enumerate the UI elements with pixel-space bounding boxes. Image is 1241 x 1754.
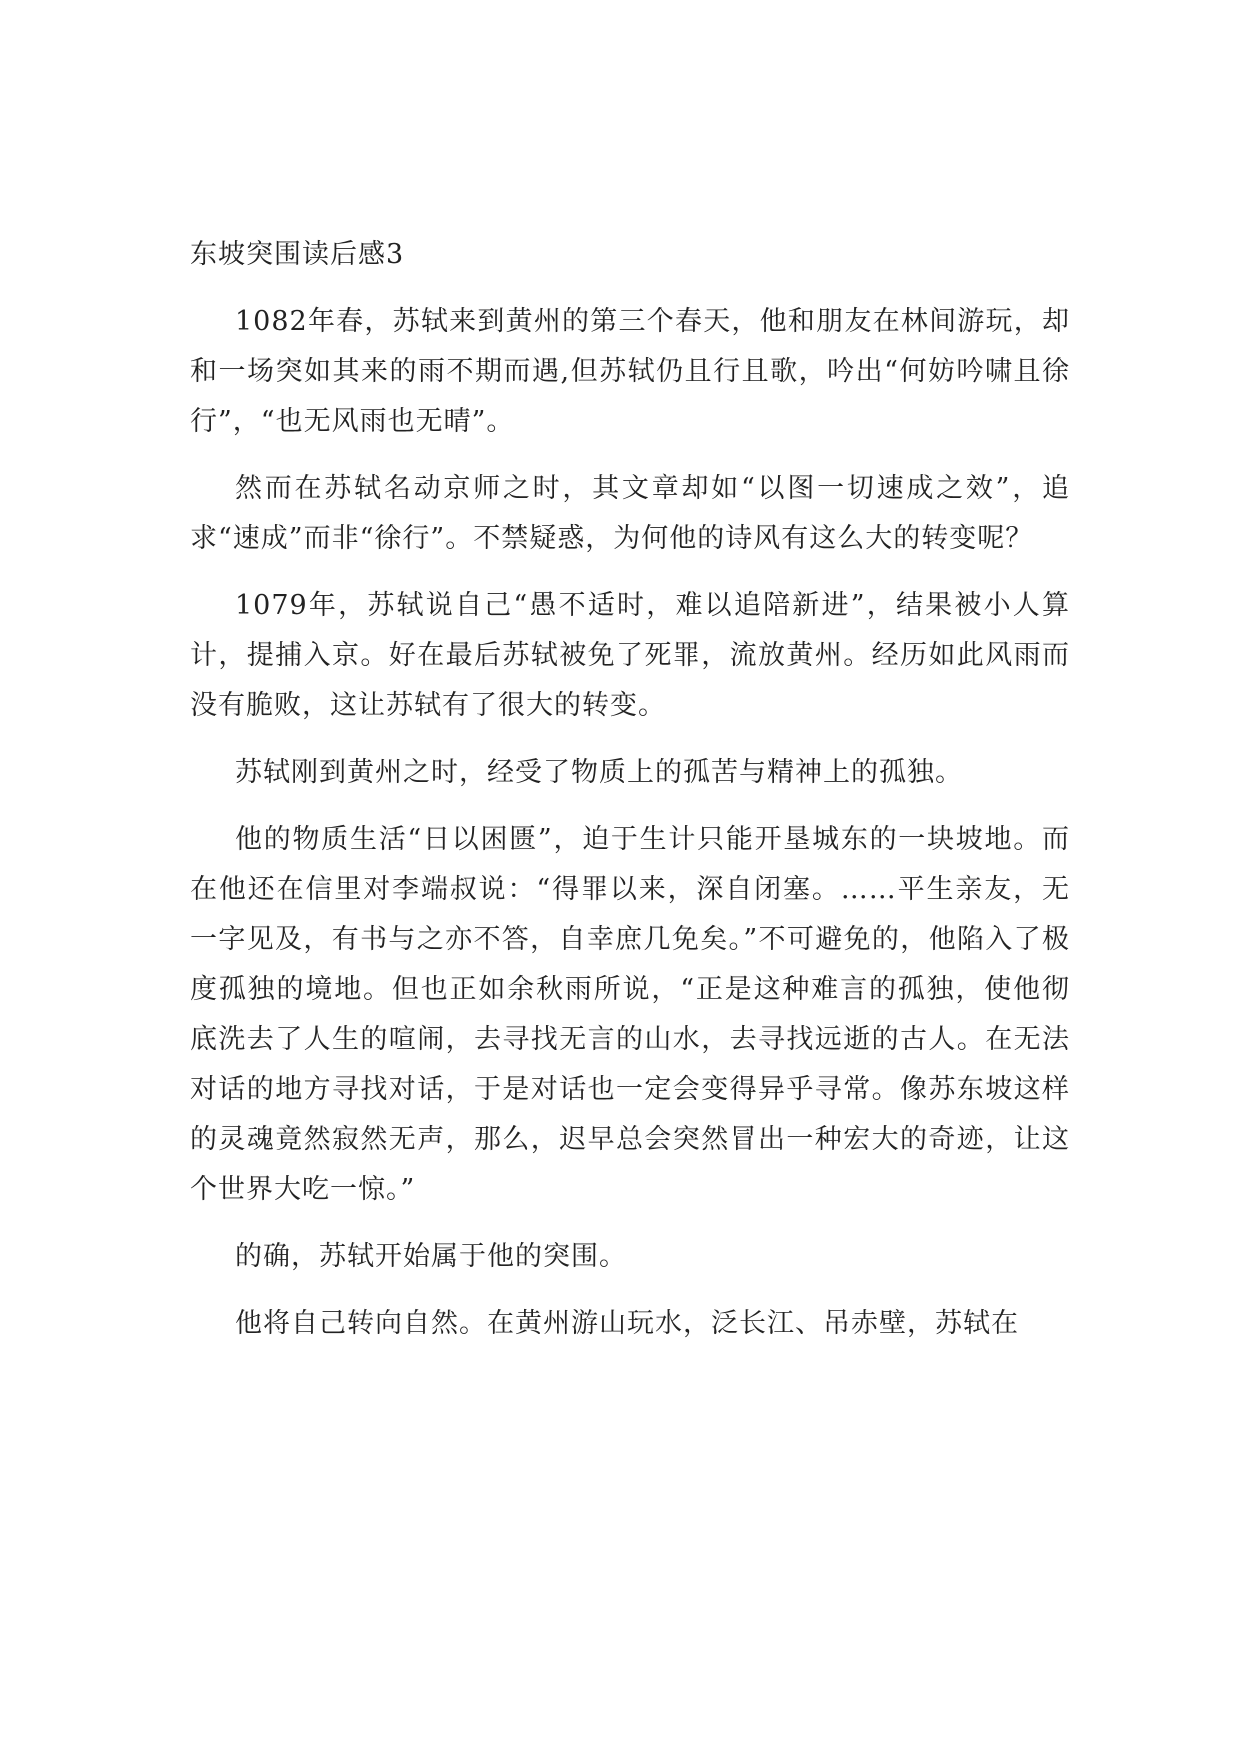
paragraph-6: 的确，苏轼开始属于他的突围。: [235, 1241, 627, 1272]
paragraph-5: 他的物质生活“日以困匮”，迫于生计只能开垦城东的一块坡地。而在他还在信里对李端叔说：“得罪以来，深自闭塞。……平生亲友，无一字见及，有书与之亦不答，自幸庶几免矣。”不可避免的，他陷入了极度孤独的境地。但也正如余秋雨所说，“正是这种难言的孤独，使他彻底洗去了人生的喧闹，去寻找无言的山水，去寻找远逝的古人。在无法对话的地方寻找对话，于是对话也一定会变得异乎寻常。像苏东坡这样的灵魂竟然寂然无声，那么，迟早总会突然冒出一种宏大的奇迹，让这个世界大吃一惊。”: [190, 824, 1070, 1205]
document-body: [190, 230, 1070, 1366]
paragraph-1: 1082年春，苏轼来到黄州的第三个春天，他和朋友在林间游玩，却和一场突如其来的雨不期而遇,但苏轼仍且行且歌，吟出“何妨吟啸且徐行”，“也无风雨也无晴”。: [190, 306, 1070, 437]
document-title: 东坡突围读后感3: [190, 239, 405, 270]
paragraph-2: 然而在苏轼名动京师之时，其文章却如“以图一切速成之效”，追求“速成”而非“徐行”。不禁疑惑，为何他的诗风有这么大的转变呢？: [190, 473, 1070, 554]
paragraph-7: 他将自己转向自然。在黄州游山玩水，泛长江、吊赤壁，苏轼在: [235, 1308, 1019, 1339]
paragraph-3: 1079年，苏轼说自己“愚不适时，难以追陪新进”，结果被小人算计，提捕入京。好在最后苏轼被免了死罪，流放黄州。经历如此风雨而没有脆败，这让苏轼有了很大的转变。: [190, 590, 1070, 721]
paragraph-4: 苏轼刚到黄州之时，经受了物质上的孤苦与精神上的孤独。: [235, 757, 963, 788]
